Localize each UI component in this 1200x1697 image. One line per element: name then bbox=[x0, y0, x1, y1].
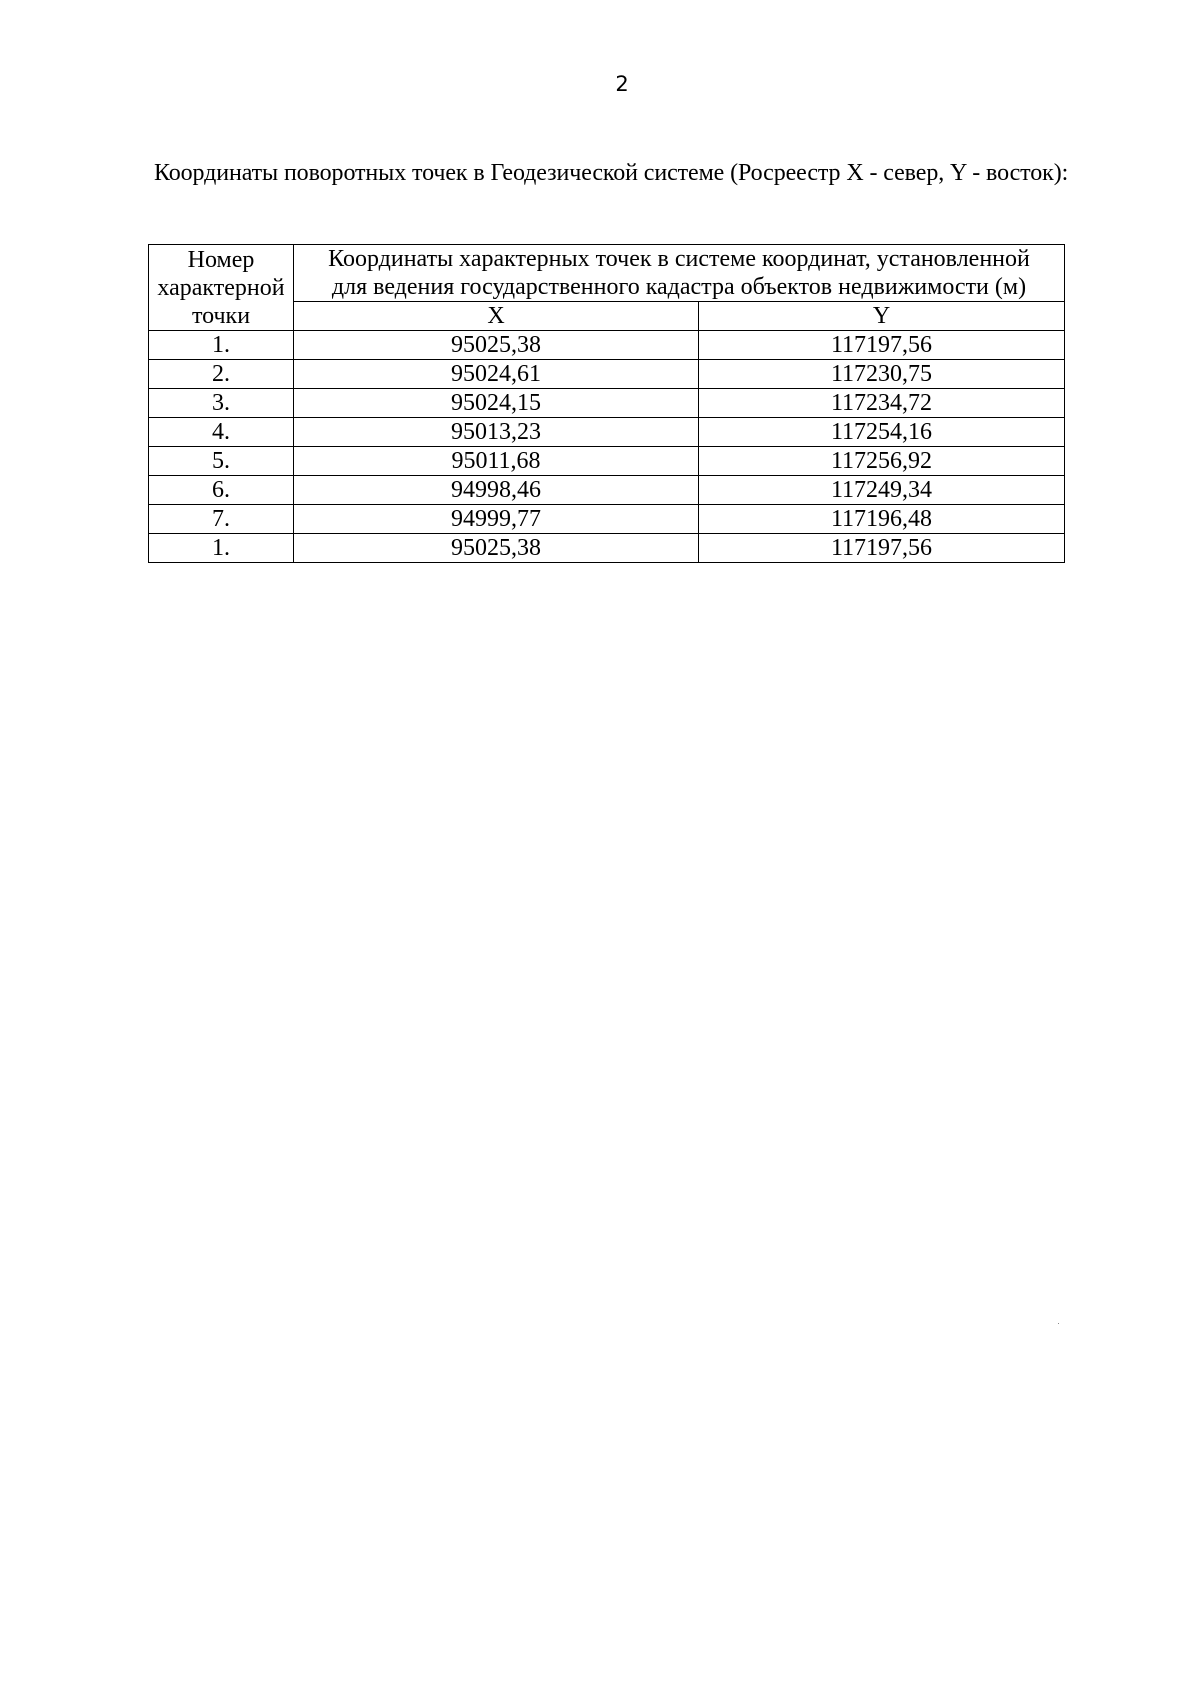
y-coordinate-cell: 117234,72 bbox=[699, 389, 1065, 418]
y-coordinate-cell: 117249,34 bbox=[699, 476, 1065, 505]
scan-artifact-dot bbox=[1058, 1323, 1059, 1324]
y-coordinate-cell: 117256,92 bbox=[699, 447, 1065, 476]
point-number-cell: 1. bbox=[149, 331, 294, 360]
coordinates-header-line: Координаты характерных точек в системе координат, установленной bbox=[328, 246, 1030, 272]
coordinates-table bbox=[148, 244, 1065, 563]
point-number-cell: 4. bbox=[149, 418, 294, 447]
coordinates-table-body bbox=[149, 245, 1065, 563]
point-number-cell: 3. bbox=[149, 389, 294, 418]
point-number-header-line: Номер bbox=[187, 246, 255, 273]
y-coordinate-cell: 117254,16 bbox=[699, 418, 1065, 447]
x-coordinate-cell: 95013,23 bbox=[294, 418, 699, 447]
table-header-row bbox=[149, 245, 1065, 302]
document-heading: Координаты поворотных точек в Геодезической системе (Росреестр X - север, Y - восток): bbox=[154, 160, 1069, 186]
table-row bbox=[149, 534, 1065, 563]
table-row bbox=[149, 331, 1065, 360]
x-coordinate-cell: 95024,15 bbox=[294, 389, 699, 418]
x-coordinate-cell: 95025,38 bbox=[294, 331, 699, 360]
table-row bbox=[149, 447, 1065, 476]
coordinates-header bbox=[294, 245, 1065, 302]
point-number-cell: 5. bbox=[149, 447, 294, 476]
x-coordinate-cell: 94999,77 bbox=[294, 505, 699, 534]
page-number: 2 bbox=[615, 72, 629, 96]
x-coordinate-cell: 94998,46 bbox=[294, 476, 699, 505]
point-number-cell: 2. bbox=[149, 360, 294, 389]
x-coordinate-cell: 95024,61 bbox=[294, 360, 699, 389]
table-row bbox=[149, 389, 1065, 418]
point-number-header-line: точки bbox=[191, 302, 251, 329]
y-coordinate-cell: 117196,48 bbox=[699, 505, 1065, 534]
x-coordinate-cell: 95025,38 bbox=[294, 534, 699, 563]
y-coordinate-cell: 117230,75 bbox=[699, 360, 1065, 389]
point-number-cell: 6. bbox=[149, 476, 294, 505]
table-row bbox=[149, 476, 1065, 505]
table-row bbox=[149, 418, 1065, 447]
y-column-header: Y bbox=[699, 302, 1065, 331]
point-number-header bbox=[149, 245, 294, 331]
y-coordinate-cell: 117197,56 bbox=[699, 534, 1065, 563]
point-number-header-line: характерной bbox=[157, 274, 285, 301]
y-coordinate-cell: 117197,56 bbox=[699, 331, 1065, 360]
x-coordinate-cell: 95011,68 bbox=[294, 447, 699, 476]
table-row bbox=[149, 360, 1065, 389]
point-number-cell: 7. bbox=[149, 505, 294, 534]
point-number-cell: 1. bbox=[149, 534, 294, 563]
table-row bbox=[149, 505, 1065, 534]
coordinates-header-line: для ведения государственного кадастра объектов недвижимости (м) bbox=[331, 274, 1027, 300]
x-column-header: X bbox=[294, 302, 699, 331]
